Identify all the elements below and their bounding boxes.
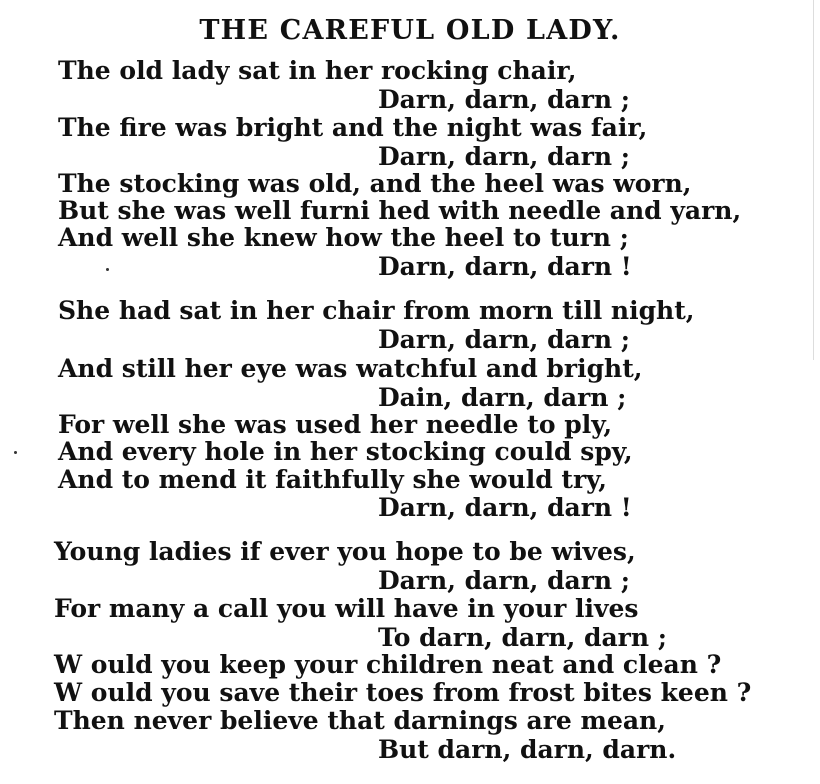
refrain-line: Darn, darn, darn ;: [378, 566, 631, 595]
verse-line: For many a call you will have in your lives: [54, 594, 639, 623]
verse-line: For well she was used her needle to ply,: [58, 410, 613, 439]
refrain-line: But darn, darn, darn.: [378, 735, 677, 764]
poem-title: THE CAREFUL OLD LADY.: [199, 15, 621, 46]
verse-line: Then never believe that darnings are mean,: [54, 706, 666, 735]
verse-line: The fire was bright and the night was fair,: [58, 113, 648, 142]
verse-line: She had sat in her chair from morn till night,: [58, 296, 695, 325]
verse-line: And to mend it faithfully she would try,: [58, 465, 607, 494]
verse-line: The stocking was old, and the heel was worn,: [58, 169, 692, 198]
verse-line: Young ladies if ever you hope to be wives,: [54, 537, 636, 566]
refrain-line: Darn, darn, darn ;: [378, 325, 631, 354]
refrain-line: To darn, darn, darn ;: [378, 623, 667, 652]
page-edge: [813, 0, 814, 360]
refrain-line: Darn, darn, darn ;: [378, 85, 631, 114]
verse-line: But she was well furni hed with needle and yarn,: [58, 196, 742, 225]
verse-line: And well she knew how the heel to turn ;: [58, 223, 629, 252]
verse-line: The old lady sat in her rocking chair,: [58, 56, 577, 85]
print-speck: [106, 268, 109, 271]
verse-line: And still her eye was watchful and bright,: [58, 354, 643, 383]
refrain-line: Dain, darn, darn ;: [378, 383, 627, 412]
verse-line: W ould you save their toes from frost bites keen ?: [54, 678, 752, 707]
refrain-line: Darn, darn, darn !: [378, 252, 632, 281]
verse-line: And every hole in her stocking could spy,: [58, 437, 633, 466]
refrain-line: Darn, darn, darn ;: [378, 142, 631, 171]
print-speck: [14, 451, 17, 454]
refrain-line: Darn, darn, darn !: [378, 493, 632, 522]
verse-line: W ould you keep your children neat and clean ?: [54, 650, 722, 679]
